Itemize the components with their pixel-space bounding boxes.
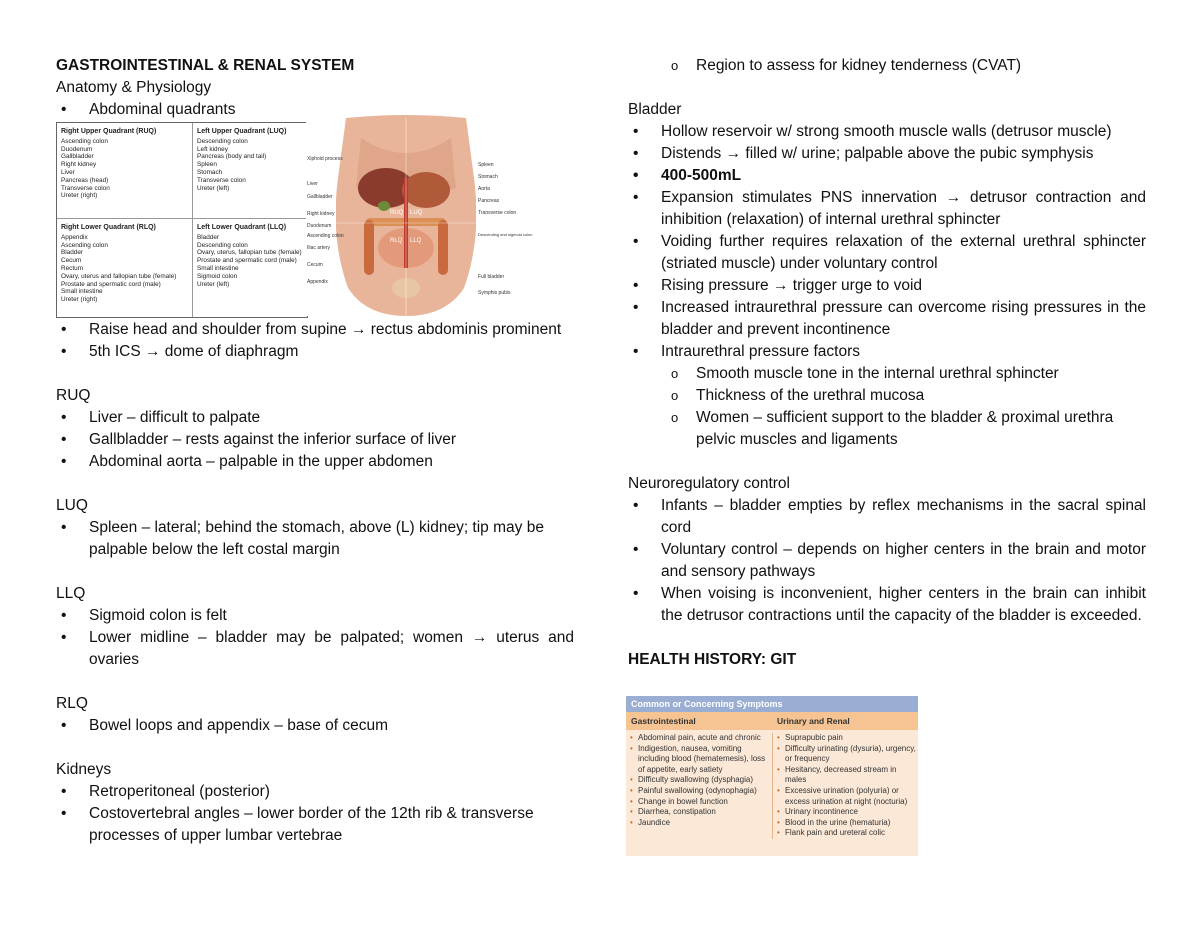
ruq-item: Duodenum (61, 145, 93, 153)
llq-item: Prostate and spermatic cord (male) (197, 257, 297, 265)
figure-label: Iliac artery (307, 245, 331, 251)
luq-item: Descending colon (197, 137, 248, 145)
neuro-heading: Neuroregulatory control (628, 475, 790, 492)
rlq-item: Small intestine (61, 288, 103, 296)
ruq-cell (57, 123, 193, 219)
list-item: • When voising is inconvenient, higher centers in the brain can inhibit the detrusor contractions until the capacity of the bladder is exceeded. (628, 583, 1146, 627)
ruq-item: Gallbladder (61, 153, 94, 161)
llq-item: Sigmoid colon (197, 272, 238, 280)
symptom-item: • Difficulty swallowing (dysphagia) (630, 775, 772, 786)
symptom-item: • Painful swallowing (odynophagia) (630, 786, 772, 797)
symptom-item: • Indigestion, nausea, vomiting including blood (hematemesis), loss of appetite, early satiety (630, 744, 772, 776)
list-item: • Abdominal aorta – palpable in the upper abdomen (56, 451, 574, 473)
luq-heading: LUQ (56, 497, 88, 514)
rlq-list (56, 715, 574, 737)
figure-label: Ascending colon (307, 233, 344, 239)
symptom-item: • Excessive urination (polyuria) or excess urination at night (nocturia) (777, 786, 918, 807)
ruq-heading: RUQ (56, 387, 91, 404)
figure-label: Descending and sigmoid colon (478, 232, 533, 237)
figure-label: Symphis pubis (478, 290, 511, 296)
exam-notes-list (56, 319, 574, 363)
llq-heading: Left Lower Quadrant (LLQ) (197, 224, 287, 231)
symptom-item: • Flank pain and ureteral colic (777, 828, 918, 839)
figure-label: Right kidney (307, 211, 335, 217)
ruq-item: Right kidney (61, 161, 97, 169)
luq-item: Transverse colon (197, 176, 246, 184)
figure-label: Appendix (307, 279, 328, 285)
rlq-item: Ureter (right) (61, 296, 98, 304)
figure-label: Aorta (478, 186, 490, 192)
left-column-lower (56, 319, 574, 847)
gi-column-header: Gastrointestinal (631, 716, 696, 726)
rlq-item: Rectum (61, 264, 84, 272)
list-item: • Spleen – lateral; behind the stomach, above (L) kidney; tip may be palpable below the left costal margin (56, 517, 574, 561)
symptom-item: • Urinary incontinence (777, 807, 918, 818)
renal-symptom-list (772, 733, 918, 839)
document-title: GASTROINTESTINAL & RENAL SYSTEM (56, 57, 355, 74)
list-item: • Rising pressure → trigger urge to void (628, 275, 1146, 297)
list-item: • Bowel loops and appendix – base of cecum (56, 715, 574, 737)
luq-cell (193, 123, 307, 219)
figure-label: Spleen (478, 162, 494, 168)
figure-label: Duodenum (307, 223, 332, 229)
rlq-item: Ascending colon (61, 241, 108, 249)
ruq-item: Pancreas (head) (61, 176, 109, 184)
luq-list (56, 517, 574, 561)
llq-cell (193, 219, 307, 317)
symptom-table-header: Common or Concerning Symptoms (626, 696, 918, 712)
cvat-sublist (628, 55, 1146, 77)
figure-label: Transverse colon (478, 210, 517, 216)
list-item: • Retroperitoneal (posterior) (56, 781, 574, 803)
symptom-item: • Diarrhea, constipation (630, 807, 772, 818)
list-item: • 400-500mL (628, 165, 1146, 187)
left-column (56, 55, 574, 121)
gi-symptom-list (626, 733, 772, 839)
rlq-heading: Right Lower Quadrant (RLQ) (61, 224, 156, 231)
list-item: • Expansion stimulates PNS innervation → detrusor contraction and inhibition (relaxation) of internal urethral sphincter (628, 187, 1146, 231)
symptom-item: • Blood in the urine (hematuria) (777, 818, 918, 829)
ruq-item: Ureter (right) (61, 192, 98, 200)
luq-heading: Left Upper Quadrant (LUQ) (197, 128, 287, 135)
list-item: • Voiding further requires relaxation of the external urethral sphincter (striated muscle) under voluntary control (628, 231, 1146, 275)
sub-list-item: o Smooth muscle tone in the internal urethral sphincter (661, 363, 1146, 385)
symptom-table-column-headers (626, 712, 918, 730)
symptom-item: • Change in bowel function (630, 797, 772, 808)
renal-column-header: Urinary and Renal (777, 716, 850, 726)
figure-label: Cecum (307, 262, 323, 268)
llq-item: Ovary, uterus, fallopian tube (female) (197, 249, 302, 257)
luq-item: Stomach (197, 168, 223, 176)
list-item: • Costovertebral angles – lower border of the 12th rib & transverse processes of upper lumbar vertebrae (56, 803, 574, 847)
kidneys-list (56, 781, 574, 847)
right-column (628, 55, 1146, 671)
ruq-item: Ascending colon (61, 137, 108, 145)
figure-llq-label: LLQ (410, 238, 422, 244)
figure-label: Liver (307, 181, 318, 187)
kidneys-heading: Kidneys (56, 761, 112, 778)
list-item: • Liver – difficult to palpate (56, 407, 574, 429)
rlq-item: Cecum (61, 257, 82, 265)
figure-label: Gallbladder (307, 194, 333, 200)
figure-luq-label: LUQ (410, 210, 423, 216)
symptom-item: • Hesitancy, decreased stream in males (777, 765, 918, 786)
llq-list (56, 605, 574, 671)
luq-item: Spleen (197, 161, 217, 169)
luq-item: Pancreas (body and tail) (197, 153, 267, 161)
list-item: • Intraurethral pressure factors (628, 341, 1146, 363)
list-item: • Increased intraurethral pressure can overcome rising pressures in the bladder and prevent incontinence (628, 297, 1146, 341)
sub-list-item: o Thickness of the urethral mucosa (661, 385, 1146, 407)
list-item: • Sigmoid colon is felt (56, 605, 574, 627)
abdominal-anatomy-figure (306, 118, 533, 316)
ruq-item: Liver (61, 168, 75, 176)
list-item: • Distends → filled w/ urine; palpable above the pubic symphysis (628, 143, 1146, 165)
figure-ruq-label: RUQ (390, 210, 404, 216)
list-item: • Gallbladder – rests against the inferior surface of liver (56, 429, 574, 451)
figure-rlq-label: RLQ (390, 238, 403, 244)
health-history-heading: HEALTH HISTORY: GIT (628, 651, 797, 668)
bladder-list (628, 121, 1146, 363)
luq-item: Ureter (left) (197, 184, 230, 192)
list-item: • Lower midline – bladder may be palpated; women → uterus and ovaries (56, 627, 574, 671)
llq-item: Ureter (left) (197, 280, 230, 288)
llq-item: Bladder (197, 233, 220, 241)
ruq-list (56, 407, 574, 473)
symptom-item: • Difficulty urinating (dysuria), urgency, or frequency (777, 744, 918, 765)
list-item: • 5th ICS → dome of diaphragm (56, 341, 574, 363)
neuro-list (628, 495, 1146, 627)
rlq-item: Bladder (61, 249, 84, 257)
llq-item: Small intestine (197, 264, 239, 272)
llq-heading: LLQ (56, 585, 86, 602)
sub-list-item: o Women – sufficient support to the bladder & proximal urethra pelvic muscles and ligaments (661, 407, 1146, 451)
ruq-heading: Right Upper Quadrant (RUQ) (61, 128, 157, 135)
symptom-table (626, 696, 918, 856)
luq-item: Left kidney (197, 145, 228, 153)
figure-label: Full bladder (478, 274, 505, 280)
sub-list-item: o Region to assess for kidney tenderness (CVAT) (661, 55, 1146, 77)
rlq-heading: RLQ (56, 695, 88, 712)
symptom-table-body (626, 730, 918, 839)
symptom-item: • Abdominal pain, acute and chronic (630, 733, 772, 744)
ruq-item: Transverse colon (61, 184, 110, 192)
rlq-item: Prostate and spermatic cord (male) (61, 280, 161, 288)
rlq-cell (57, 219, 193, 317)
section-subtitle: Anatomy & Physiology (56, 79, 212, 96)
pressure-factors-list (628, 363, 1146, 451)
llq-item: Descending colon (197, 241, 248, 249)
figure-label: Xiphoid process (307, 156, 343, 162)
rlq-item: Appendix (61, 233, 88, 241)
symptom-item: • Jaundice (630, 818, 772, 829)
figure-label: Stomach (478, 174, 498, 180)
figure-label: Pancreas (478, 198, 500, 204)
list-item: • Raise head and shoulder from supine → rectus abdominis prominent (56, 319, 574, 341)
list-item: • Voluntary control – depends on higher centers in the brain and motor and sensory pathways (628, 539, 1146, 583)
bladder-heading: Bladder (628, 101, 682, 118)
list-item: • Abdominal quadrants (56, 99, 574, 121)
symptom-item: • Suprapubic pain (777, 733, 918, 744)
list-item: • Hollow reservoir w/ strong smooth muscle walls (detrusor muscle) (628, 121, 1146, 143)
list-item: • Infants – bladder empties by reflex mechanisms in the sacral spinal cord (628, 495, 1146, 539)
quadrant-table (56, 122, 308, 318)
rlq-item: Ovary, uterus and fallopian tube (female) (61, 272, 177, 280)
